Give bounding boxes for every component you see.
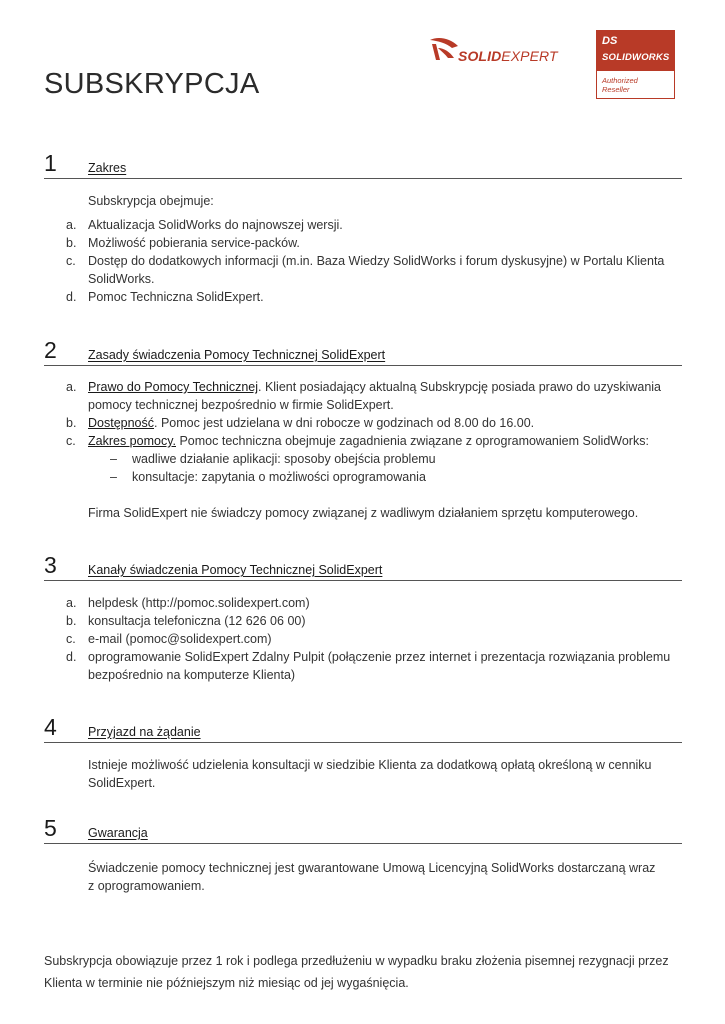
solidexpert-logo [428, 34, 573, 72]
section-5-text-line-2: z oprogramowaniem. [88, 879, 205, 893]
list-item: c. Zakres pomocy. Pomoc techniczna obejmuje zagadnienia związane z oprogramowaniem SolidWorks: [66, 434, 649, 448]
ds-logo-icon: DS [602, 35, 618, 47]
section-title: Zakres [88, 161, 127, 175]
list-item: b. Dostępność. Pomoc jest udzielana w dni robocze w godzinach od 8.00 do 16.00. [66, 416, 535, 430]
list-item: c. e-mail (pomoc@solidexpert.com) [66, 632, 272, 646]
list-item: d. oprogramowanie SolidExpert Zdalny Pulpit (połączenie przez internet i prezentacja rozwiązania problemu bezpośrednio na komputerze Klienta) [66, 650, 671, 682]
section-3-heading [44, 552, 682, 581]
list-item: c. Dostęp do dodatkowych informacji (m.in. Baza Wiedzy SolidWorks i forum dyskusyjne) w Portalu Klienta SolidWorks. [66, 254, 665, 286]
section-number: 1 [44, 150, 57, 176]
solidworks-authorized-reseller-badge [596, 30, 675, 99]
section-2-note: Firma SolidExpert nie świadczy pomocy związanej z wadliwym działaniem sprzętu komputerowego. [88, 506, 639, 520]
sub-list-item: – konsultacje: zapytania o możliwości oprogramowania [110, 470, 426, 484]
section-number: 4 [44, 714, 57, 740]
badge-caption: Authorized Reseller [602, 76, 638, 94]
section-4-heading [44, 714, 682, 743]
list-item: b. konsultacja telefoniczna (12 626 06 00) [66, 614, 306, 628]
section-1-intro: Subskrypcja obejmuje: [88, 194, 214, 208]
footer-note: Subskrypcja obowiązuje przez 1 rok i podlega przedłużeniu w wypadku braku złożenia pisemnej rezygnacji przez Klienta w terminie nie późniejszym niż miesiąc od jej wygaśnięcia. [44, 954, 669, 990]
section-number: 3 [44, 552, 57, 578]
section-1-heading [44, 150, 682, 179]
list-item: d. Pomoc Techniczna SolidExpert. [66, 290, 264, 304]
solidworks-brand: SOLIDWORKS [602, 52, 670, 63]
section-number: 2 [44, 337, 57, 363]
list-item: a. Prawo do Pomocy Technicznej. Klient posiadający aktualną Subskrypcję posiada prawo do uzyskiwania pomocy technicznej bezpośrednio w firmie SolidExpert. [66, 380, 662, 412]
section-title: Zasady świadczenia Pomocy Technicznej SolidExpert [88, 348, 386, 362]
section-title: Kanały świadczenia Pomocy Technicznej SolidExpert [88, 563, 383, 577]
solidexpert-logo-text: SOLIDEXPERT [458, 48, 558, 64]
section-5-heading [44, 815, 682, 844]
section-title: Gwarancja [88, 826, 148, 840]
section-4-text: Istnieje możliwość udzielenia konsultacji w siedzibie Klienta za dodatkową opłatą określoną w cenniku SolidExpert. [88, 758, 652, 790]
section-2-heading [44, 337, 682, 366]
list-item: a. Aktualizacja SolidWorks do najnowszej wersji. [66, 218, 343, 232]
section-5-text-line-1: Świadczenie pomocy technicznej jest gwarantowane Umową Licencyjną SolidWorks dostarczaną wraz [88, 861, 656, 875]
section-number: 5 [44, 815, 57, 841]
list-item: a. helpdesk (http://pomoc.solidexpert.com) [66, 596, 310, 610]
sub-list-item: – wadliwe działanie aplikacji: sposoby obejścia problemu [110, 452, 436, 466]
document-title: SUBSKRYPCJA [44, 68, 260, 100]
list-item: b. Możliwość pobierania service-packów. [66, 236, 300, 250]
section-title: Przyjazd na żądanie [88, 725, 201, 739]
